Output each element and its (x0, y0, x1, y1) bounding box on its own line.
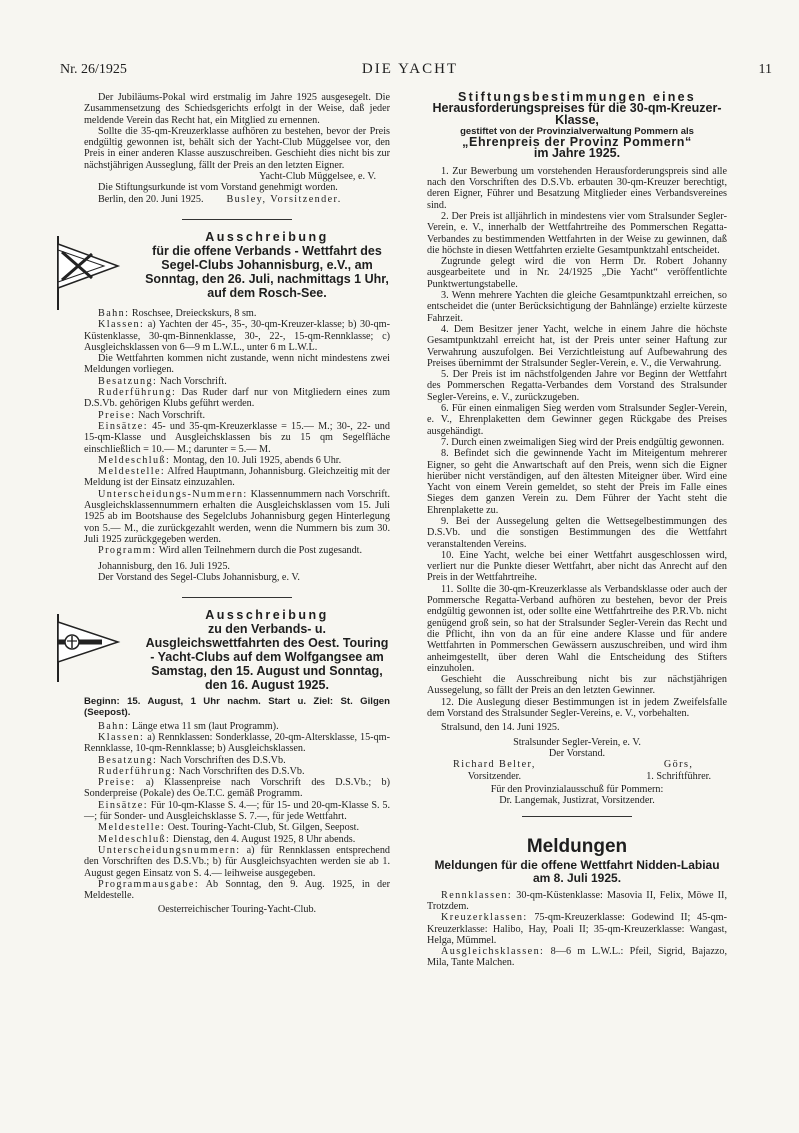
rule-paragraph: 3. Wenn mehrere Yachten die gleiche Gesamtpunktzahl erreichen, so entscheidet die (unter Berücksichtigung der Bahnlänge) erzielte kürzeste Fahrzeit. (427, 290, 727, 324)
meld-rennklassen: Rennklassen: 30-qm-Küstenklasse: Masovia II, Felix, Möwe II, Trotzdem. (427, 889, 727, 912)
announcement-2-subheading: zu den Verbands- u. Ausgleichswettfahrten des Oest. Touring - Yacht-Clubs auf dem Wolfgangsee am Samstag, den 15. August und Sonntag, den 16. August 1925. (145, 622, 389, 693)
rule-paragraph: 4. Dem Besitzer jener Yacht, welche in einem Jahre die höchste Gesamtpunktzahl erreicht hat, ist der Preis unter seiner Haftung zur Verwahrung auszufolgen. Bei Verzichtleistung auf Aufbewahrung des Preises übernimmt der Stralsunder Segler-Verein, e. V., die Verwahrung. (427, 323, 727, 369)
ann1-unterscheidung: Unterscheidungs-Nummern: Klassennummern nach Vorschrift. Ausgleichsklassennummern erhalten die Ausgleichsklassen vom 15. Juli 1925 ab im Bootshause des Segelclubs Johannisburg gegen Hinterlegung von 5.— M., die zurückgezahlt werden, wenn die Nummern bis zum 30. Juli 1925 zurückgegeben werden. (84, 488, 390, 545)
rule-paragraph: 2. Der Preis ist alljährlich in mindestens vier vom Stralsunder Segler-Verein, e. V., innerhalb der Wettfahrtreihe des Pommerschen Regatta-Verbandes zu bestimmenden Wettfahrten in der Weise zu gewinnen, daß die höchste in diesen Wettfahrten erzielte Gesamtpunktzahl entscheidet. (427, 210, 727, 256)
ann1-vorstand: Der Vorstand des Segel-Clubs Johannisburg, e. V. (98, 571, 300, 583)
stiftung-title-line-3: gestiftet von der Provinzialverwaltung Pommern als (460, 125, 694, 137)
pokal-paragraph-3: Die Stiftungsurkunde ist vom Vorstand genehmigt worden. (98, 182, 338, 194)
meldungen-subheading: Meldungen für die offene Wettfahrt Nidden-Labiau am 8. Juli 1925. (434, 857, 720, 886)
section-divider (182, 219, 292, 220)
signature-1-role: Vorsitzender. (467, 770, 522, 782)
stiftung-title-line-1: Stiftungsbestimmungen eines (458, 90, 696, 104)
ann1-bahn: Bahn: Roschsee, Dreieckskurs, 8 sm. (98, 307, 257, 319)
club-burgee-icon (52, 612, 122, 684)
signature-2 (646, 759, 711, 782)
signature-1 (453, 759, 536, 782)
rule-paragraph: 10. Eine Yacht, welche bei einer Wettfahrt ausgeschlossen wird, verliert nur die Punkte dieser Wettfahrt, aber nicht das Anrecht auf den Preis in der Wettfahrtreihe. (427, 549, 727, 584)
left-column (84, 92, 390, 916)
ann2-meldestelle: Meldestelle: Oest. Touring-Yacht-Club, St. Gilgen, Seepost. (98, 822, 360, 834)
rule-paragraph: 7. Durch einen zweimaligen Sieg wird der Preis endgültig gewonnen. (441, 436, 725, 448)
issue-number: Nr. 26/1925 (60, 62, 127, 77)
announcement-2-heading: Ausschreibung (205, 608, 329, 623)
ann1-meldestelle: Meldestelle: Alfred Hauptmann, Johannisburg. Gleichzeitig mit der Meldung ist der Einsatz einzuzahlen. (84, 466, 391, 489)
ann2-ruder: Ruderführung: Nach Vorschriften des D.S.Vb. (98, 765, 305, 777)
section-divider (182, 597, 292, 598)
stiftung-title-line-4: „Ehrenpreis der Provinz Pommern“ (462, 135, 692, 150)
announcement-2-title (144, 608, 390, 692)
journal-title: DIE YACHT (361, 61, 459, 77)
section-divider (522, 816, 632, 817)
ann2-bahn: Bahn: Länge etwa 11 sm (laut Programm). (98, 720, 279, 732)
signature-2-name: Görs, (663, 759, 694, 771)
ann2-klassen: Klassen: a) Rennklassen: Sonderklasse, 20-qm-Altersklasse, 15-qm-Rennklasse, 10-qm-Rennklasse; b) Ausgleichsklassen. (84, 731, 390, 755)
stiftung-date: Stralsund, den 14. Juni 1925. (441, 722, 560, 734)
rule-paragraph: 12. Die Auslegung dieser Bestimmungen ist in jedem Zweifelsfalle dem Vorstand des Stralsunder Segler-Vereins, e. V., vorbehalten. (427, 696, 727, 720)
ann2-club: Oesterreichischer Touring-Yacht-Club. (157, 904, 317, 916)
announcement-1-heading: Ausschreibung (205, 229, 329, 244)
meld-kreuzerklassen: Kreuzerklassen: 75-qm-Kreuzerklasse: Godewind II; 45-qm-Kreuzerklasse: Halibo, Hay, Poali II; 35-qm-Kreuzerklasse: Wangast, Helga, Mümmel. (427, 912, 727, 946)
signatures (427, 759, 727, 782)
announcement-johannisburg (84, 230, 390, 300)
announcement-wolfgangsee (84, 608, 390, 692)
rule-paragraph: Zugrunde gelegt wird die von Herrn Dr. Robert Johanny ausgearbeitete und in Nr. 24/1925 „Die Yacht“ veröffentlichte Punktwertungstabelle. (427, 256, 727, 290)
provinz-line-1: Für den Provinzialausschuß für Pommern: (490, 783, 664, 795)
page-number: 11 (758, 62, 772, 77)
right-column (427, 92, 727, 969)
ann2-unterscheidung: Unterscheidungsnummern: a) für Rennklassen entsprechend den Vorschriften des D.S.Vb.; b) für Ausgleichsyachten werden sie ab 1. August gegen Einsatz von S. 4.— leihweise ausgegeben. (84, 844, 391, 879)
rule-paragraph: 9. Bei der Aussegelung gelten die Wettsegelbestimmungen des D.S.Vb. und die sonstigen Bestimmungen des die Wettfahrt veranstaltenden Vereins. (427, 515, 727, 550)
rule-paragraph: 1. Zur Bewerbung um vorstehenden Herausforderungspreis sind alle nach den Vorschriften des D.S.Vb. erbauten 30-qm-Kreuzer berechtigt, deren Eigner, Führer und Besatzung Mitglieder eines Verbandsvereines sind. (427, 165, 727, 211)
stiftung-title-line-2: Herausforderungspreises für die 30-qm-Kreuzer-Klasse, (432, 101, 722, 127)
rule-paragraph: 6. Für einen einmaligen Sieg werden vom Stralsunder Segler-Verein, e. V., Ehrenplaketten dem Gewinner gegen Rückgabe des Preises ausgehändigt. (427, 403, 727, 437)
ann1-date: Johannisburg, den 16. Juli 1925. (98, 560, 230, 572)
ann2-programm: Programmausgabe: Ab Sonntag, den 9. Aug. 1925, in der Meldestelle. (84, 878, 390, 902)
rule-paragraph: 5. Der Preis ist im nächstfolgenden Jahre vor Beginn der Wettfahrt des Pommerschen Regatta-Verbandes dem Vorstand des Stralsunder Segler-Vereins, e. V., zurückzugeben. (427, 369, 727, 403)
ann1-besatzung: Besatzung: Nach Vorschrift. (98, 375, 227, 387)
meld-ausgleichsklassen: Ausgleichsklassen: 8—6 m L.W.L.: Pfeil, Sigrid, Bajazzo, Mila, Tante Malchen. (427, 946, 727, 969)
ann2-besatzung: Besatzung: Nach Vorschriften des D.S.Vb. (98, 754, 286, 766)
stiftung-title-line-5: im Jahre 1925. (533, 146, 621, 161)
announcement-1-title (144, 230, 390, 300)
pokal-date: Berlin, den 20. Juni 1925. (98, 193, 204, 205)
stiftung-verein: Stralsunder Segler-Verein, e. V. (513, 736, 641, 748)
signature-1-name: Richard Belter, (453, 759, 536, 771)
page-header (60, 61, 772, 82)
meldungen-heading: Meldungen (526, 836, 628, 858)
ann2-meldeschluss: Meldeschluß: Dienstag, den 4. August 1925, 8 Uhr abends. (98, 833, 356, 845)
pokal-paragraph-2: Sollte die 35-qm-Kreuzerklasse aufhören zu bestehen, bevor der Preis endgültig gewonnen ist, behält sich der Yacht-Club Müggelsee vor, den Preis in einer anderen Klasse auszuschreiben. Geschieht dies nicht bis zur nächstjährigen Ausseglung, fällt der Preis an den letzten Eigner. (84, 125, 390, 171)
provinz-line-2: Dr. Langemak, Justizrat, Vorsitzender. (499, 795, 655, 807)
stiftung-title (427, 92, 727, 160)
ann1-klassen: Klassen: a) Yachten der 45-, 35-, 30-qm-Kreuzer-klasse; b) 30-qm-Küstenklasse, 30-qm-Binnenklasse, 30-, 22-, 15-qm-Rennklasse; c) Ausgleichsklassen von 6—9 m L.W.L., unter 6 m L.W.L. (84, 319, 391, 353)
pokal-signer: Busley, Vorsitzender. (226, 193, 342, 205)
announcement-1-subheading: für die offene Verbands - Wettfahrt des Segel-Clubs Johannisburg, e.V., am Sonntag, den 26. Juli, nachmittags 1 Uhr, auf dem Rosch-See. (145, 243, 389, 300)
ann1-preise: Preise: Nach Vorschrift. (98, 409, 206, 421)
ann1-programm: Programm: Wird allen Teilnehmern durch die Post zugesandt. (98, 545, 363, 557)
stiftung-vorstand: Der Vorstand. (548, 747, 606, 759)
pokal-club: Yacht-Club Müggelsee, e. V. (259, 171, 376, 183)
ann2-preise: Preise: a) Klassenpreise nach Vorschrift des D.S.Vb.; b) Sonderpreise (Pokale) des Oe.T.C. gemäß Programm. (84, 777, 391, 800)
ann1-einsatz: Einsätze: 45- und 35-qm-Kreuzerklasse = 15.— M.; 30-, 22- und 15-qm-Klasse und Ausgleichsklassen bis zu 15 qm Segelfläche einschließlich = 10.— M.; darunter = 5.— M. (84, 420, 390, 455)
pokal-paragraph-1: Der Jubiläums-Pokal wird erstmalig im Jahre 1925 ausgesegelt. Die Zusammensetzung des Schiedsgerichts erfolgt in der Weise, daß jeder meldende Verein das Recht hat, ein Mitglied zu ernennen. (84, 92, 390, 126)
rule-paragraph: Geschieht die Ausschreibung nicht bis zur nächstjährigen Aussegelung, so fällt der Preis an den letzten Gewinner. (427, 674, 727, 697)
ann2-beginn: Beginn: 15. August, 1 Uhr nachm. Start u. Ziel: St. Gilgen (Seepost). (84, 696, 390, 719)
rule-paragraph: 11. Sollte die 30-qm-Kreuzerklasse als Verbandsklasse oder auch der Pommersche Regatta-Verband aufhören zu bestehen, bevor der Preis endgültig gewonnen ist, oder sollte eine Wettfahrtreihe des P.R.Vb. nicht genügend groß sein, so hat der Stralsunder Segler-Verein das Recht und die Pflicht, ihn von da an für eine andere Klasse und für andere Wettfahrten in Pommerschen Gewässern auszuschreiben, und wird ihm anheimgestellt, über deren Wahl die Entscheidung des Stifters einzuholen. (427, 583, 727, 674)
club-pennant-icon (52, 232, 122, 312)
ann1-ruder: Ruderführung: Das Ruder darf nur von Mitgliedern eines zum D.S.Vb. gehörigen Klubs geführt werden. (84, 387, 390, 410)
signature-2-role: 1. Schriftführer. (646, 770, 711, 782)
ann1-meldeschluss: Meldeschluß: Montag, den 10. Juli 1925, abends 6 Uhr. (98, 454, 342, 466)
rule-paragraph: 8. Befindet sich die gewinnende Yacht im Miteigentum mehrerer Eigner, so geht die Anwartschaft auf den Preis, wenn sich die Eigner hierüber nicht verständigen, auf den ältesten Miteigner über. Wird eine Yacht von einem Verein gemeldet, so steht der Preis im Falle eines Sieges dem ganzen Verein zu. Dem Führer der Yacht steht die Ehrenplakette zu. (427, 448, 727, 516)
ann1-wettfahrten: Die Wettfahrten kommen nicht zustande, wenn nicht mindestens zwei Meldungen vorliegen. (84, 353, 390, 376)
ann2-einsatz: Einsätze: Für 10-qm-Klasse S. 4.—; für 15- und 20-qm-Klasse S. 5.—; für Sonder- und Ausgleichsklasse S. 7.—, für jede Wettfahrt. (84, 799, 390, 823)
pokal-signature (84, 194, 390, 205)
